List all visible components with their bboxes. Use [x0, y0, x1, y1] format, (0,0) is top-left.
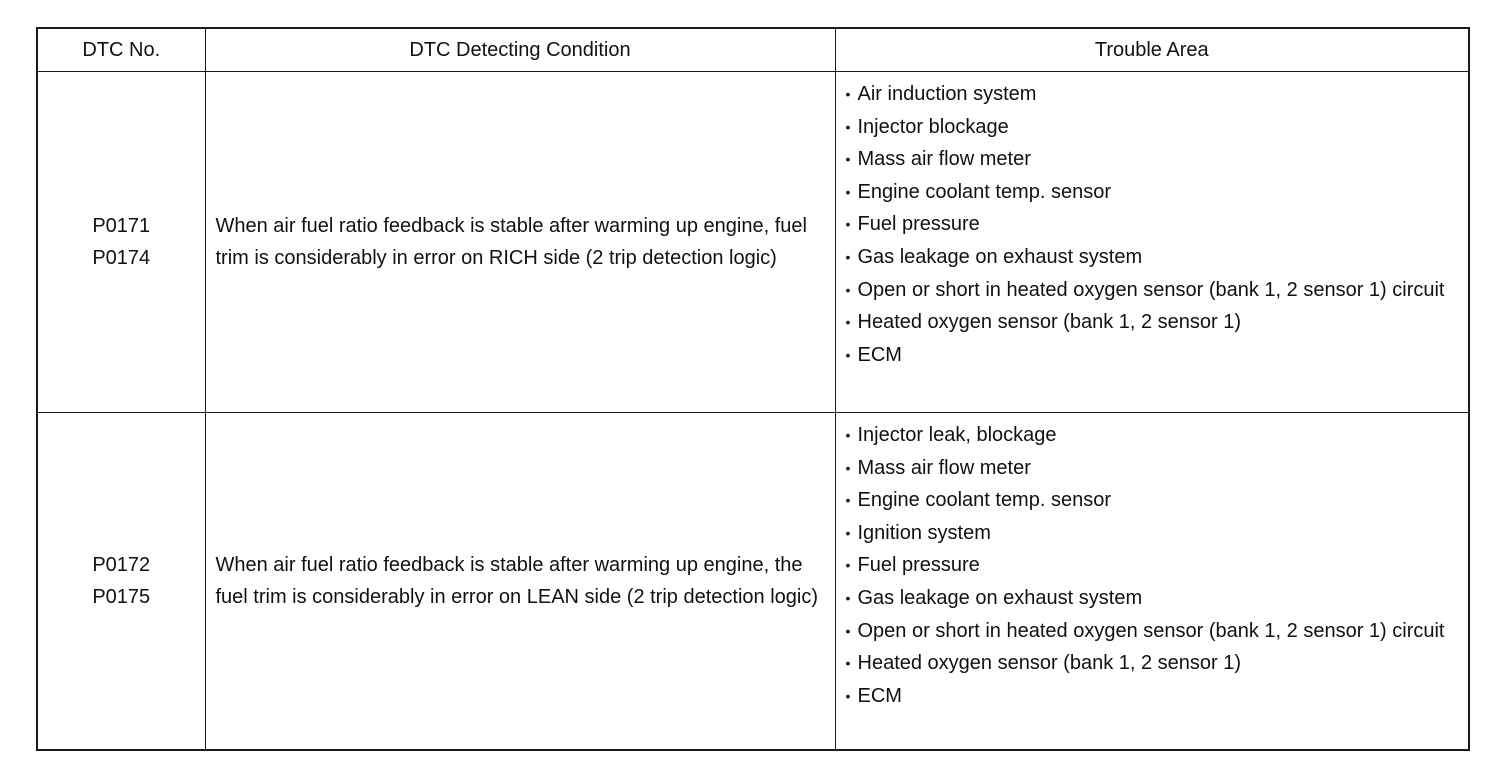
bullet-icon: • — [845, 524, 851, 541]
list-item: • Fuel pressure — [844, 208, 1461, 241]
bullet-icon: • — [845, 655, 851, 672]
dtc-code: P0175 — [92, 586, 151, 608]
bullet-icon: • — [845, 216, 851, 233]
bullet-icon: • — [845, 314, 851, 331]
table-header-row — [37, 28, 1469, 72]
dtc-table — [36, 27, 1470, 751]
list-item: • Injector blockage — [844, 111, 1461, 144]
bullet-icon: • — [845, 427, 851, 443]
bullet-icon: • — [845, 183, 851, 200]
dtc-code: P0174 — [92, 247, 151, 269]
list-item: • Fuel pressure — [844, 549, 1461, 582]
list-item: • ECM — [844, 339, 1461, 372]
list-item: • Engine coolant temp. sensor — [844, 484, 1461, 517]
header-trouble-area: Trouble Area — [835, 28, 1469, 72]
trouble-area-list — [844, 78, 1461, 371]
list-item: • Mass air flow meter — [844, 452, 1461, 485]
bullet-icon: • — [845, 459, 851, 476]
dtc-codes-cell — [37, 72, 205, 413]
dtc-code: P0172 — [92, 554, 151, 576]
list-item: • Engine coolant temp. sensor — [844, 176, 1461, 209]
dtc-codes-cell — [37, 413, 205, 751]
bullet-icon: • — [845, 622, 851, 639]
table-row — [37, 413, 1469, 751]
dtc-code: P0171 — [92, 215, 151, 237]
list-item: • Gas leakage on exhaust system — [844, 241, 1461, 274]
bullet-icon: • — [845, 346, 851, 363]
bullet-icon: • — [845, 151, 851, 168]
list-item: • Open or short in heated oxygen sensor (bank 1, 2 sensor 1) circuit — [844, 615, 1461, 648]
bullet-icon: • — [845, 118, 851, 135]
list-item: • Open or short in heated oxygen sensor (bank 1, 2 sensor 1) circuit — [844, 274, 1461, 307]
list-item: • Ignition system — [844, 517, 1461, 550]
table-row — [37, 72, 1469, 413]
header-dtc-no: DTC No. — [37, 28, 205, 72]
list-item: • Mass air flow meter — [844, 143, 1461, 176]
list-item: • Heated oxygen sensor (bank 1, 2 sensor 1) — [844, 306, 1461, 339]
header-detecting-condition: DTC Detecting Condition — [205, 28, 835, 72]
list-item: • Air induction system — [844, 78, 1461, 111]
bullet-icon: • — [845, 86, 851, 102]
bullet-icon: • — [845, 589, 851, 606]
list-item: • Heated oxygen sensor (bank 1, 2 sensor 1) — [844, 647, 1461, 680]
detecting-condition-cell: When air fuel ratio feedback is stable after warming up engine, the fuel trim is considerably in error on LEAN side (2 trip detection logic) — [205, 413, 835, 751]
bullet-icon: • — [845, 248, 851, 265]
trouble-area-cell — [835, 72, 1469, 413]
bullet-icon: • — [845, 687, 851, 704]
bullet-icon: • — [845, 557, 851, 574]
detecting-condition-cell: When air fuel ratio feedback is stable after warming up engine, fuel trim is considerably in error on RICH side (2 trip detection logic) — [205, 72, 835, 413]
bullet-icon: • — [845, 492, 851, 509]
trouble-area-list — [844, 419, 1461, 712]
trouble-area-cell — [835, 413, 1469, 751]
list-item: • Injector leak, blockage — [844, 419, 1461, 452]
bullet-icon: • — [845, 281, 851, 298]
list-item: • Gas leakage on exhaust system — [844, 582, 1461, 615]
list-item: • ECM — [844, 680, 1461, 713]
